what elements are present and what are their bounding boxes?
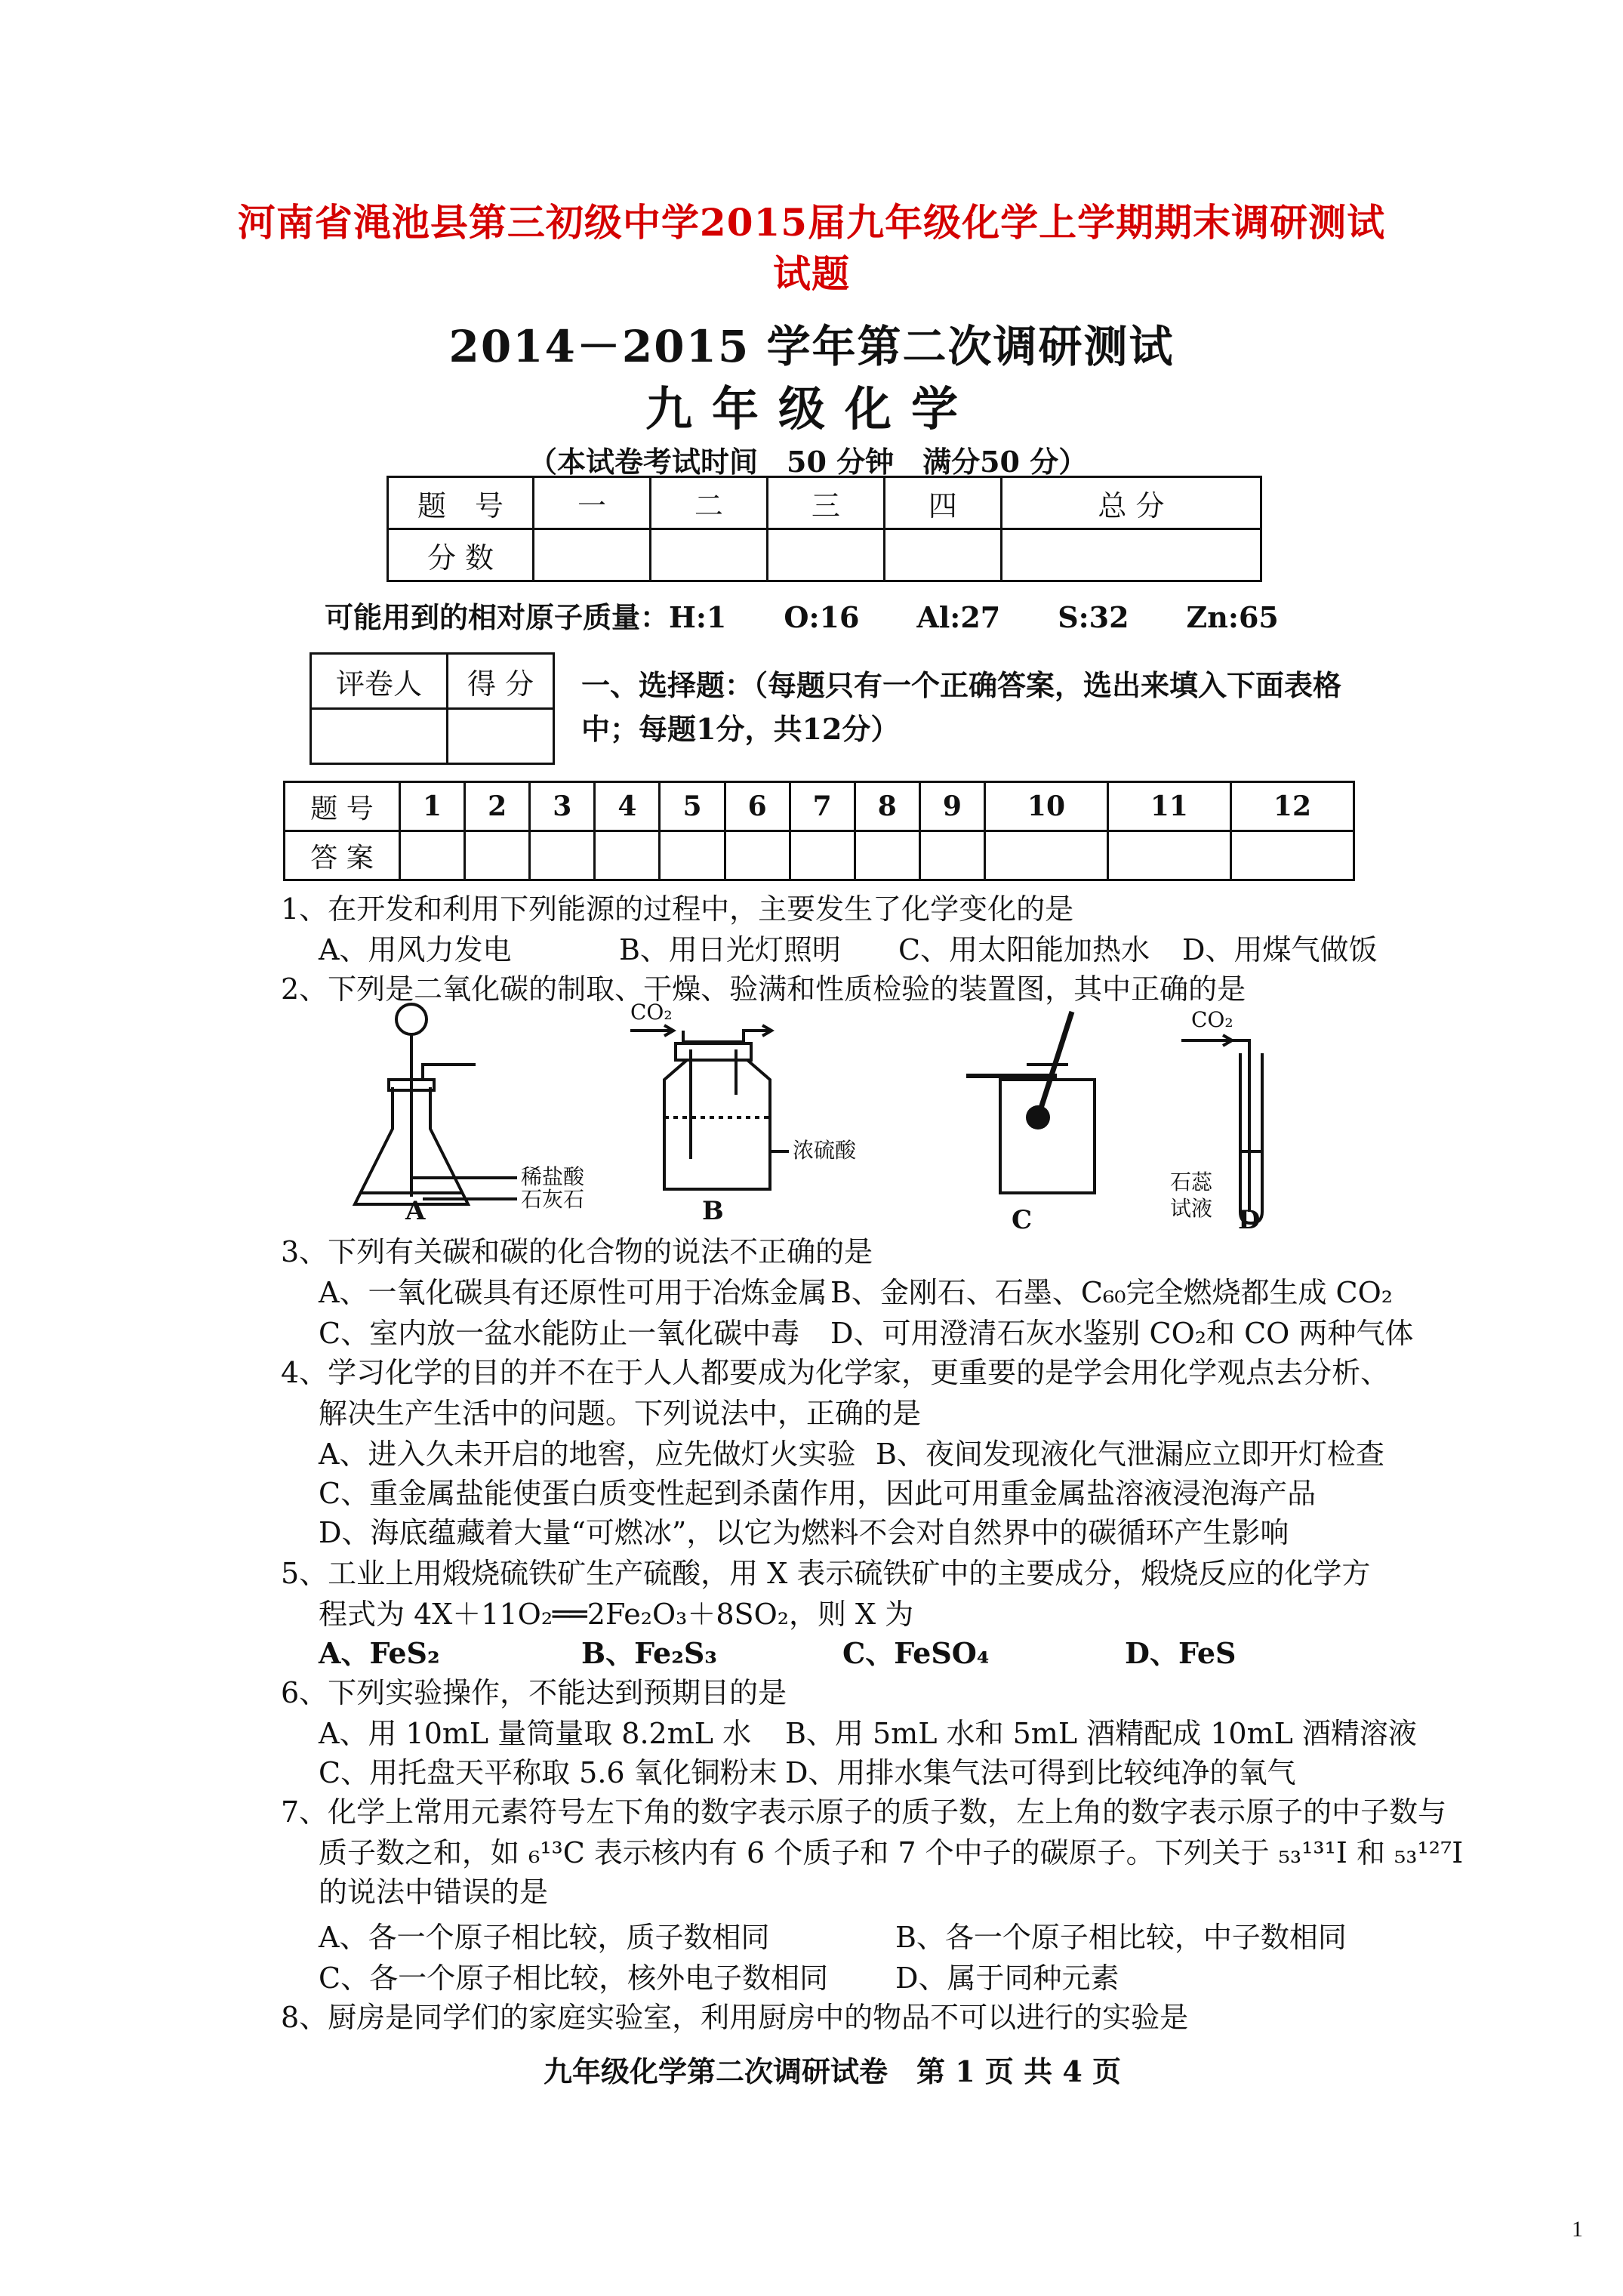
question-number: 3 [530, 782, 595, 831]
score-table [387, 476, 1262, 582]
document-title: 河南省渑池县第三初级中学2015届九年级化学上学期期末调研测试 [237, 200, 1386, 245]
q6-option-a: A、用 10mL 量筒量取 8.2mL 水 [319, 1717, 752, 1750]
q1-option-a: A、用风力发电 [319, 933, 512, 966]
q4-option-d: D、海底蕴藏着大量“可燃冰”，以它为燃料不会对自然界中的碳循环产生影响 [319, 1516, 1289, 1549]
question-7: 7、化学上常用元素符号左下角的数字表示原子的质子数，左上角的数字表示原子的中子数与 [281, 1795, 1447, 1829]
limestone-label: 石灰石 [521, 1187, 585, 1212]
q4-option-a: A、进入久未开启的地窖，应先做灯火实验 [319, 1438, 856, 1471]
exam-info: （本试卷考试时间 50 分钟 满分50 分） [528, 445, 1088, 479]
question-5-cont: 程式为 4X＋11O₂══2Fe₂O₃＋8SO₂，则 X 为 [319, 1598, 914, 1631]
q6-option-d: D、用排水集气法可得到比较纯净的氧气 [785, 1756, 1296, 1789]
acid-label: 稀盐酸 [521, 1164, 585, 1189]
subject-title: 九年级化学 [645, 381, 978, 436]
figure-label-b: B [702, 1196, 724, 1226]
q4-option-b: B、夜间发现液化气泄漏应立即开灯检查 [876, 1438, 1384, 1471]
question-7-cont2: 的说法中错误的是 [319, 1875, 549, 1909]
question-number: 4 [595, 782, 660, 831]
q1-option-c: C、用太阳能加热水 [898, 933, 1150, 966]
exam-title: 2014－2015 学年第二次调研测试 [448, 321, 1175, 372]
question-number: 12 [1230, 782, 1354, 831]
question-number: 2 [465, 782, 530, 831]
section1-instruction-cont: 中；每题1分，共12分） [581, 712, 900, 746]
answer-cell[interactable] [530, 831, 595, 880]
answer-cell[interactable] [984, 831, 1107, 880]
apparatus-a [355, 1004, 517, 1204]
score-label: 得 分 [448, 654, 554, 709]
q3-option-b: B、金刚石、石墨、C₆₀完全燃烧都生成 CO₂ [830, 1276, 1394, 1309]
q7-option-c: C、各一个原子相比较，核外电子数相同 [319, 1962, 829, 1995]
figure-label-a: A [405, 1196, 426, 1226]
score-header-cell: 总 分 [1001, 477, 1261, 529]
answer-cell[interactable] [595, 831, 660, 880]
answer-cell[interactable] [400, 831, 465, 880]
answer-row-label: 答 案 [285, 831, 400, 880]
score-header-cell: 四 [884, 477, 1001, 529]
burning-taper [1026, 1105, 1050, 1130]
answer-cell[interactable] [660, 831, 725, 880]
question-1: 1、在开发和利用下列能源的过程中，主要发生了化学变化的是 [281, 892, 1074, 926]
apparatus-d [1181, 1035, 1262, 1223]
answer-table [283, 781, 1355, 881]
document-title-cont: 试题 [773, 251, 850, 296]
answer-cell[interactable] [1230, 831, 1354, 880]
q4-option-c: C、重金属盐能使蛋白质变性起到杀菌作用，因此可用重金属盐溶液浸泡海产品 [319, 1477, 1317, 1510]
q3-option-c: C、室内放一盆水能防止一氧化碳中毒 [319, 1317, 800, 1350]
question-number: 9 [919, 782, 984, 831]
score-header-cell: 二 [650, 477, 767, 529]
q5-option-d: D、FeS [1125, 1636, 1236, 1670]
score-cell [1001, 529, 1261, 581]
grader-cell [311, 709, 448, 764]
score-header-cell: 一 [534, 477, 651, 529]
question-3: 3、下列有关碳和碳的化合物的说法不正确的是 [281, 1235, 873, 1268]
q3-option-a: A、一氧化碳具有还原性可用于冶炼金属 [319, 1276, 827, 1309]
score-cell [448, 709, 554, 764]
question-number: 1 [400, 782, 465, 831]
score-header-cell: 三 [767, 477, 884, 529]
q3-option-d: D、可用澄清石灰水鉴别 CO₂和 CO 两种气体 [830, 1317, 1414, 1350]
score-cell [650, 529, 767, 581]
apparatus-figure [332, 997, 1359, 1238]
score-cell [884, 529, 1001, 581]
q7-option-d: D、属于同种元素 [895, 1962, 1119, 1995]
answer-cell[interactable] [790, 831, 855, 880]
score-cell [767, 529, 884, 581]
answer-cell[interactable] [725, 831, 790, 880]
co2-label-b: CO₂ [630, 1000, 673, 1025]
q6-option-c: C、用托盘天平称取 5.6 氧化铜粉末 [319, 1756, 778, 1789]
figure-label-c: C [1012, 1205, 1033, 1235]
litmus-label-2: 试液 [1170, 1196, 1213, 1221]
co2-label-d: CO₂ [1191, 1007, 1233, 1032]
question-number: 11 [1107, 782, 1230, 831]
atomic-masses: 可能用到的相对原子质量：H:1 O:16 Al:27 S:32 Zn:65 [325, 600, 1279, 634]
question-2: 2、下列是二氧化碳的制取、干燥、验满和性质检验的装置图，其中正确的是 [281, 972, 1246, 1006]
page-footer: 九年级化学第二次调研试卷 第 1 页 共 4 页 [544, 2054, 1122, 2088]
q5-option-a: A、FeS₂ [319, 1636, 440, 1670]
question-4-cont: 解决生产生活中的问题。下列说法中，正确的是 [319, 1397, 922, 1430]
answer-cell[interactable] [1107, 831, 1230, 880]
question-number: 6 [725, 782, 790, 831]
conc-acid-label: 浓硫酸 [793, 1138, 857, 1163]
score-row-label: 分 数 [388, 529, 534, 581]
score-header-cell: 题 号 [388, 477, 534, 529]
question-5: 5、工业上用煅烧硫铁矿生产硫酸，用 X 表示硫铁矿中的主要成分，煅烧反应的化学方 [281, 1557, 1371, 1590]
question-7-cont: 质子数之和，如 ₆¹³C 表示核内有 6 个质子和 7 个中子的碳原子。下列关于 ₅₃¹³¹I 和 ₅₃¹²⁷I [319, 1836, 1464, 1869]
q5-option-b: B、Fe₂S₃ [581, 1636, 717, 1670]
question-6: 6、下列实验操作，不能达到预期目的是 [281, 1676, 787, 1709]
question-8: 8、厨房是同学们的家庭实验室，利用厨房中的物品不可以进行的实验是 [281, 2001, 1189, 2034]
question-number: 10 [984, 782, 1107, 831]
question-4: 4、学习化学的目的并不在于人人都要成为化学家，更重要的是学会用化学观点去分析、 [281, 1356, 1390, 1389]
page-number: 1 [1572, 2217, 1583, 2242]
question-number: 7 [790, 782, 855, 831]
q6-option-b: B、用 5mL 水和 5mL 酒精配成 10mL 酒精溶液 [785, 1717, 1417, 1750]
litmus-label-1: 石蕊 [1170, 1170, 1213, 1194]
answer-cell[interactable] [855, 831, 919, 880]
score-cell [534, 529, 651, 581]
grader-table [310, 652, 555, 765]
answer-cell[interactable] [919, 831, 984, 880]
q1-option-b: B、用日光灯照明 [619, 933, 841, 966]
q7-option-b: B、各一个原子相比较，中子数相同 [895, 1921, 1347, 1954]
q7-option-a: A、各一个原子相比较，质子数相同 [319, 1921, 770, 1954]
figure-label-d: D [1238, 1205, 1261, 1235]
section1-instruction: 一、选择题：（每题只有一个正确答案，选出来填入下面表格 [581, 668, 1342, 702]
grader-label: 评卷人 [311, 654, 448, 709]
apparatus-c [966, 1012, 1095, 1193]
question-number: 5 [660, 782, 725, 831]
q5-option-c: C、FeSO₄ [842, 1636, 990, 1670]
answer-cell[interactable] [465, 831, 530, 880]
q1-option-d: D、用煤气做饭 [1182, 933, 1378, 966]
question-number: 8 [855, 782, 919, 831]
answer-row-label: 题 号 [285, 782, 400, 831]
apparatus-b [630, 1025, 789, 1189]
